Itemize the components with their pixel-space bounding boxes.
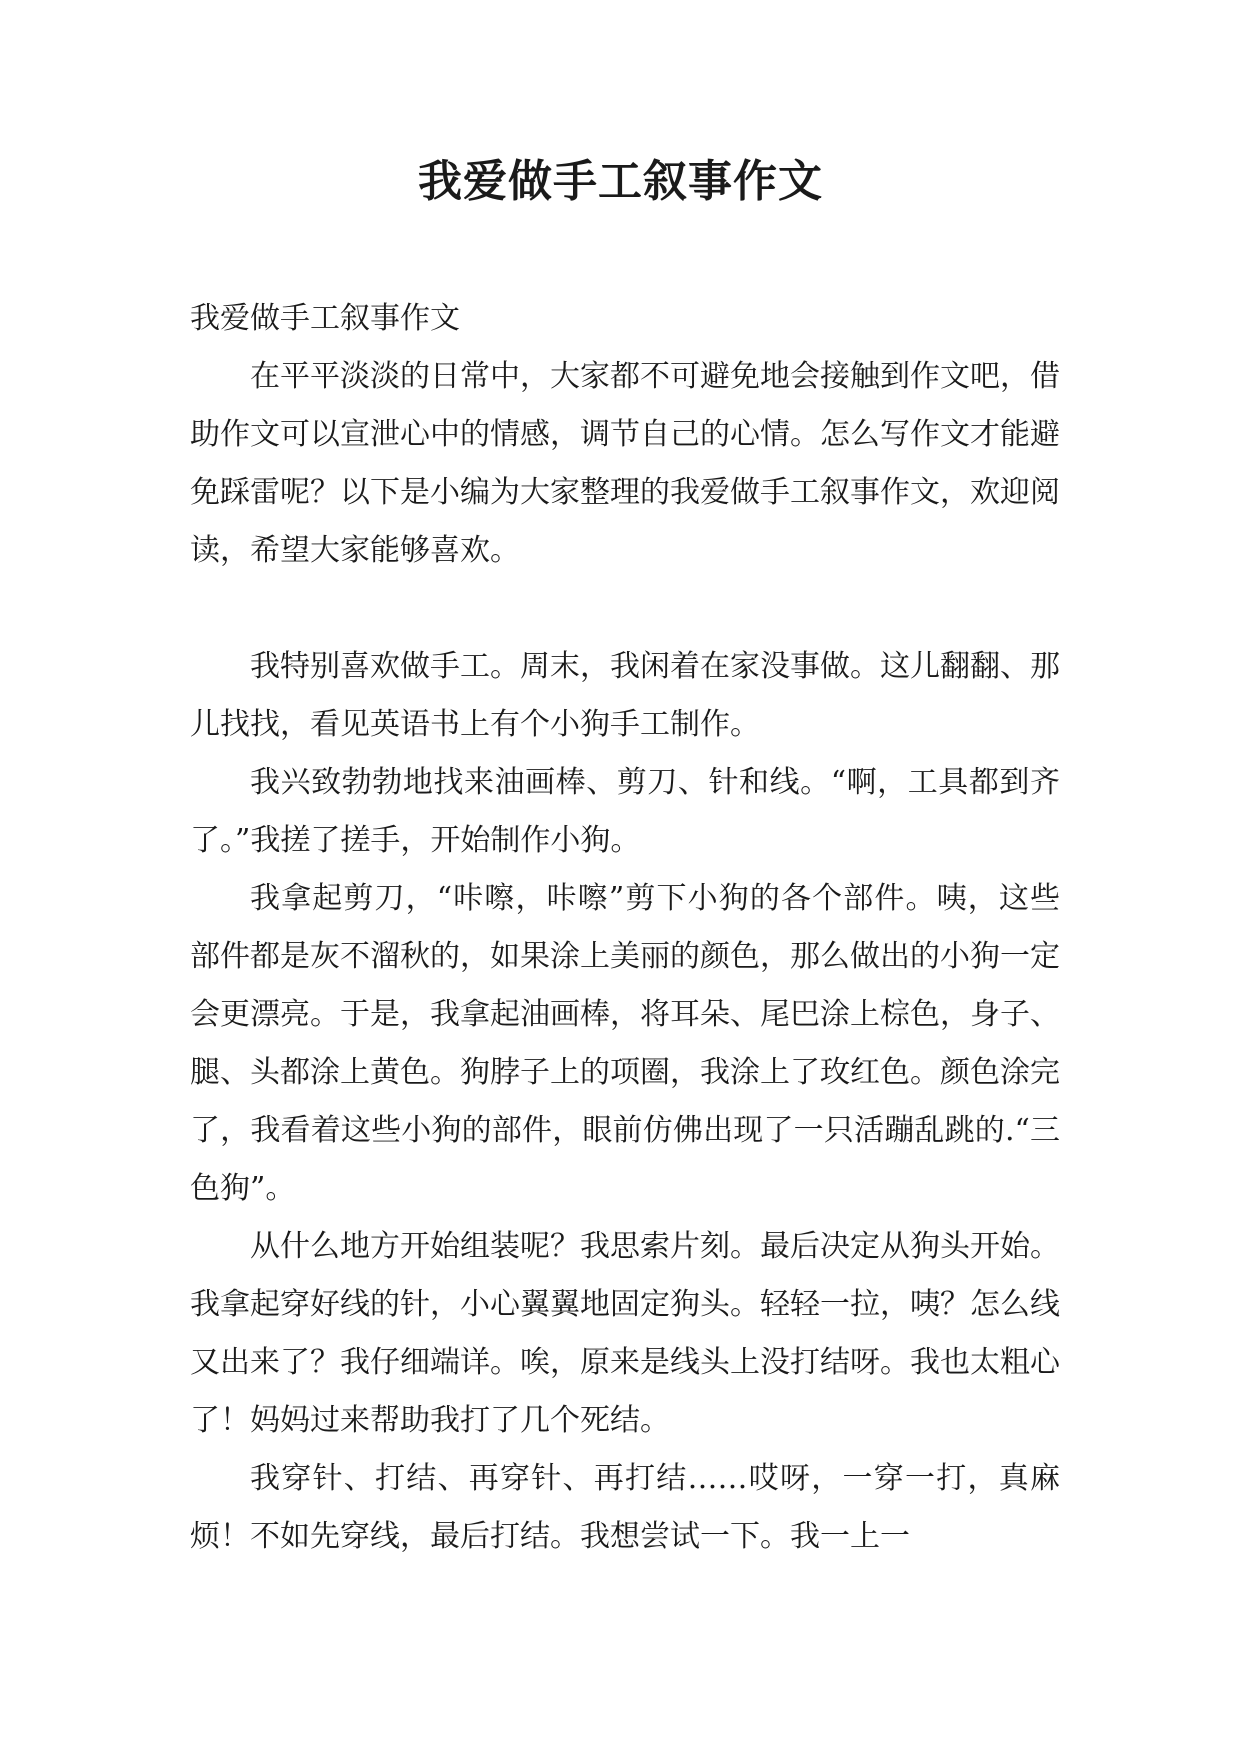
paragraph-intro: 在平平淡淡的日常中，大家都不可避免地会接触到作文吧，借助作文可以宣泄心中的情感，调节自己的心情。怎么写作文才能避免踩雷呢？以下是小编为大家整理的我爱做手工叙事作文，欢迎阅读，希望大家能够喜欢。 <box>190 359 1060 568</box>
document-title: 我爱做手工叙事作文 <box>418 156 823 207</box>
paragraph-1: 我特别喜欢做手工。周末，我闲着在家没事做。这儿翻翻、那儿找找，看见英语书上有个小狗手工制作。 <box>190 649 1060 742</box>
document-subtitle: 我爱做手工叙事作文 <box>190 301 460 336</box>
paragraph-4: 从什么地方开始组装呢？我思索片刻。最后决定从狗头开始。我拿起穿好线的针，小心翼翼地固定狗头。轻轻一拉，咦？怎么线又出来了？我仔细端详。唉，原来是线头上没打结呀。我也太粗心了！妈妈过来帮助我打了几个死结。 <box>190 1229 1060 1438</box>
paragraph-3: 我拿起剪刀，“咔嚓，咔嚓”剪下小狗的各个部件。咦，这些部件都是灰不溜秋的，如果涂上美丽的颜色，那么做出的小狗一定会更漂亮。于是，我拿起油画棒，将耳朵、尾巴涂上棕色，身子、腿、头都涂上黄色。狗脖子上的项圈，我涂上了玫红色。颜色涂完了，我看着这些小狗的部件，眼前仿佛出现了一只活蹦乱跳的.“三色狗”。 <box>190 881 1060 1206</box>
paragraph-2: 我兴致勃勃地找来油画棒、剪刀、针和线。“啊，工具都到齐了。”我搓了搓手，开始制作小狗。 <box>190 765 1060 858</box>
document-body <box>190 290 1060 1566</box>
paragraph-spacer <box>190 580 1060 638</box>
paragraph-5: 我穿针、打结、再穿针、再打结……哎呀，一穿一打，真麻烦！不如先穿线，最后打结。我想尝试一下。我一上一 <box>190 1461 1060 1554</box>
